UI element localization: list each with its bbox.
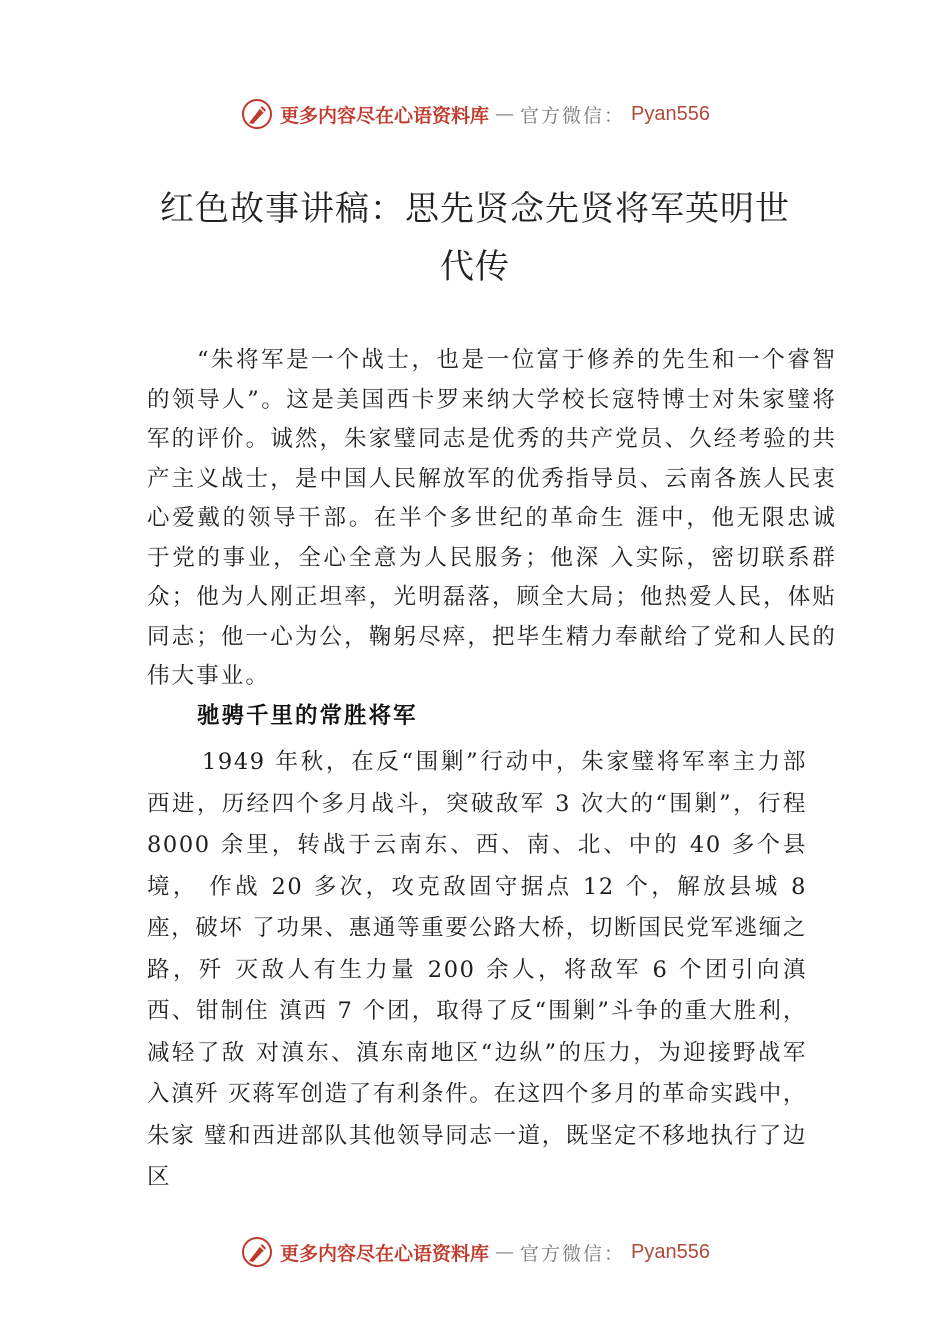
pen-nib-logo-icon bbox=[240, 1235, 274, 1269]
banner-brand: 更多内容尽在心语资料库 bbox=[280, 1242, 490, 1265]
banner-handle: Pyan556 bbox=[631, 102, 710, 125]
banner-separator: — bbox=[495, 103, 515, 125]
header-banner bbox=[0, 94, 950, 134]
paragraph-intro: “朱将军是一个战士，也是一位富于修养的先生和一个睿智的领导人”。这是美国西卡罗来纳大学校长寇特博士对朱家璧将军的评价。诚然，朱家璧同志是优秀的共产党员、久经考验的共产主义战士，是中国人民解放军的优秀指导员、云南各族人民衷心爱戴的领导干部。在半个多世纪的革命生 涯中，他无限忠诚于党的事业，全心全意为人民服务；他深 入实际，密切联系群众；他为人刚正坦率，光明磊落，顾全大局；他热爱人民，体贴同志；他一心为公，鞠躬尽瘁，把毕生精力奉献给了党和人民的伟大事业。 bbox=[147, 347, 837, 689]
banner-wechat-label: 官方微信： bbox=[520, 1242, 626, 1265]
section-heading: 驰骋千里的常胜将军 bbox=[197, 703, 418, 729]
document-title bbox=[140, 180, 810, 296]
pen-nib-logo-icon bbox=[240, 97, 274, 131]
banner-brand: 更多内容尽在心语资料库 bbox=[280, 104, 490, 127]
title-line-1: 红色故事讲稿：思先贤念先贤将军英明世 bbox=[160, 189, 790, 229]
banner-handle: Pyan556 bbox=[631, 1240, 710, 1263]
banner-separator: — bbox=[495, 1241, 515, 1263]
paragraph-body: 1949 年秋，在反“围剿”行动中，朱家璧将军率主力部 西进，历经四个多月战斗，突破敌军 3 次大的“围剿”，行程 8000 余里，转战于云南东、西、南、北、中的 40 多个县境， 作战 20 多次，攻克敌固守据点 12 个，解放县城 8 座，破坏 了功果、惠通等重要公路大桥，切断国民党军逃缅之路，歼 灭敌人有生力量 200 余人，将敌军 6 个团引向滇西、钳制住 滇西 7 个团，取得了反“围剿”斗争的重大胜利，减轻了敌 对滇东、滇东南地区“边纵”的压力，为迎接野战军入滇歼 灭蒋军创造了有利条件。在这四个多月的革命实践中，朱家 璧和西进部队其他领导同志一道，既坚定不移地执行了边区 bbox=[147, 749, 807, 1190]
title-line-2: 代传 bbox=[440, 247, 510, 287]
footer-banner bbox=[0, 1232, 950, 1272]
banner-wechat-label: 官方微信： bbox=[520, 104, 626, 127]
